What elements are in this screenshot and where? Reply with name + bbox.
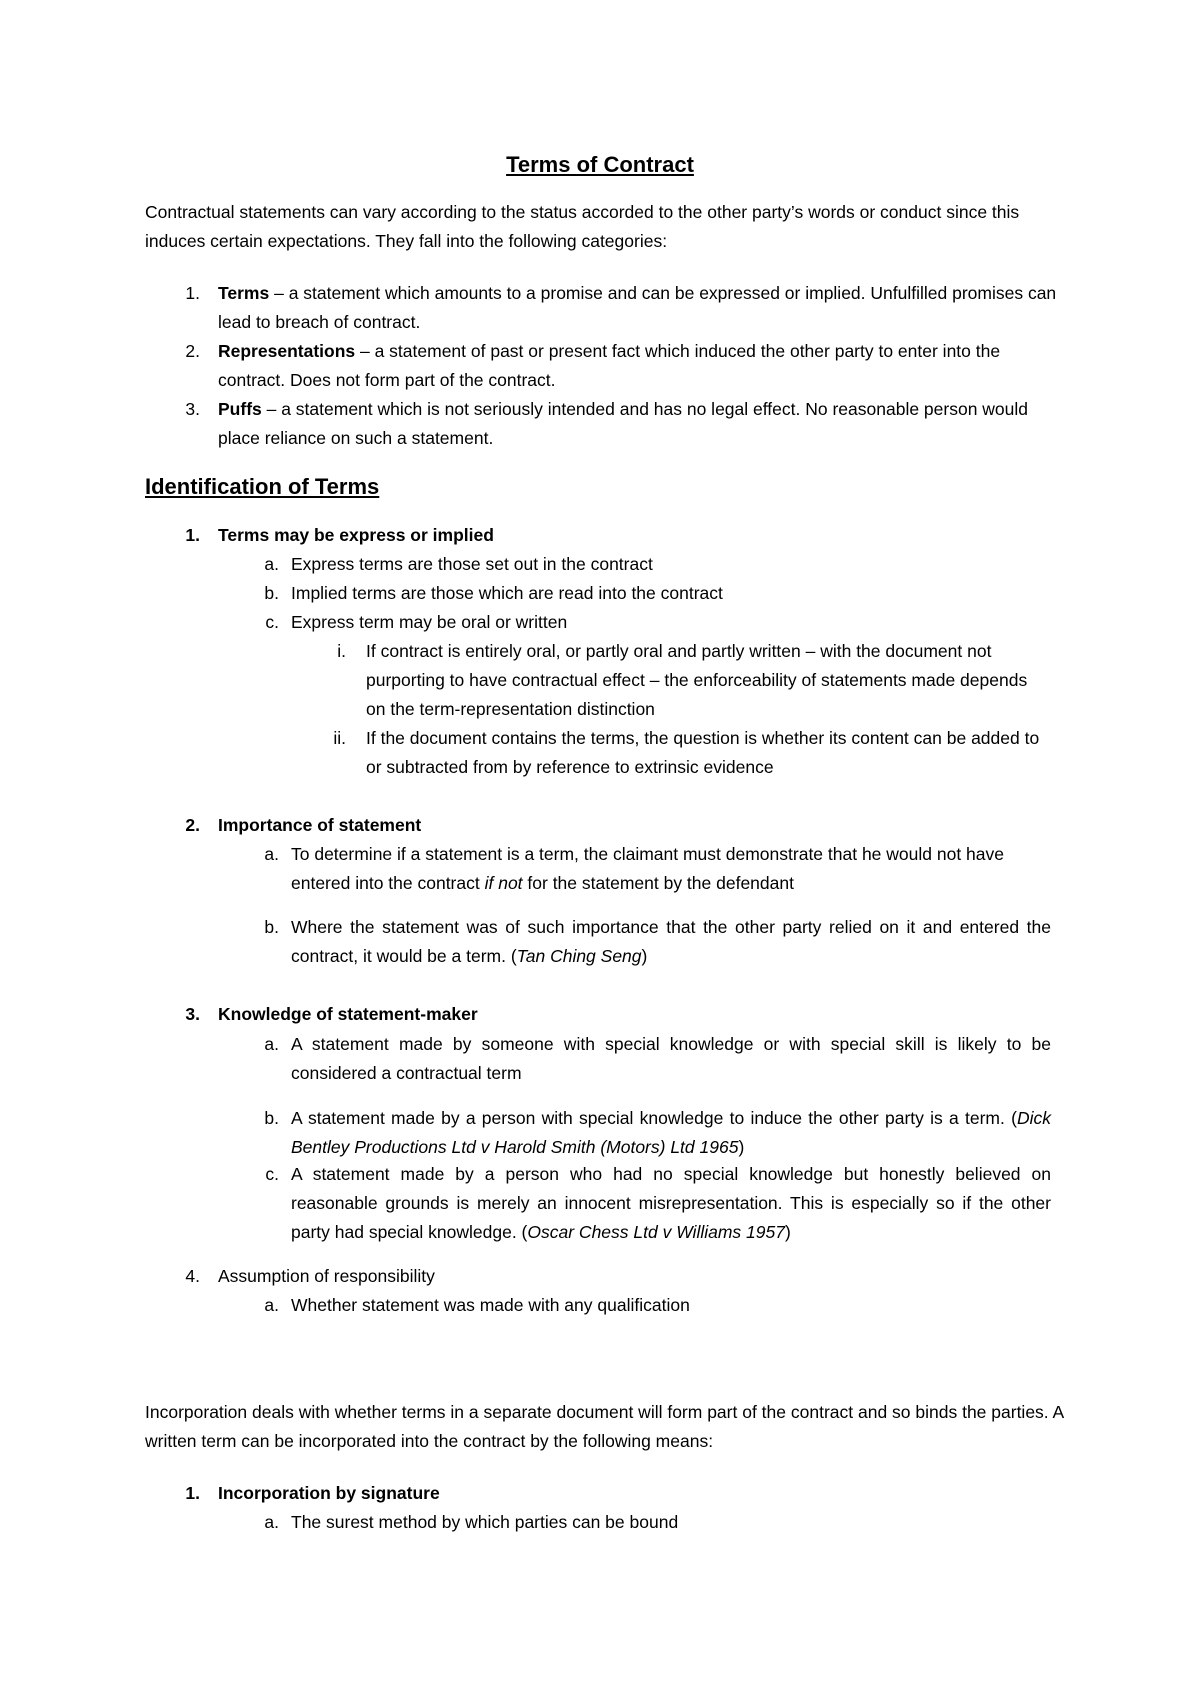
case-citation: Oscar Chess Ltd v Williams 1957 (527, 1222, 785, 1242)
item-label: Assumption of responsibility (218, 1266, 435, 1286)
case-citation: Dick Bentley Productions Ltd v Harold Smith (Motors) Ltd 1965 (291, 1108, 1051, 1157)
item-text: The surest method by which parties can be bound (291, 1512, 679, 1532)
item-text: If the document contains the terms, the question is whether its content can be added to or subtracted from by reference to extrinsic evidence (366, 728, 1040, 777)
item-text (291, 1104, 1051, 1162)
list-number: 1. (185, 1483, 200, 1503)
text-segment: To determine if a statement is a term, the claimant must demonstrate that he would not have entered into the contract (291, 844, 1004, 893)
list-letter: c. (265, 1164, 279, 1184)
item-label: Terms may be express or implied (218, 525, 494, 545)
item-text: Express term may be oral or written (291, 612, 568, 632)
item-text: Implied terms are those which are read into the contract (291, 583, 723, 603)
text-segment: ) (641, 946, 648, 966)
item-text: Whether statement was made with any qualification (291, 1295, 690, 1315)
section-heading: Identification of Terms (145, 474, 380, 499)
item-text: A statement made by someone with special knowledge or with special skill is likely to be considered a contractual term (291, 1034, 1051, 1083)
list-text (218, 279, 1068, 337)
term-label: Representations (218, 341, 356, 361)
list-letter: b. (264, 917, 279, 937)
intro-paragraph: Contractual statements can vary according to the status accorded to the other party’s words or conduct since this induces certain expectations. They fall into the following categories: (145, 202, 1020, 251)
list-letter: a. (264, 844, 279, 864)
list-number: 2. (185, 341, 200, 361)
text-segment: ) (784, 1222, 791, 1242)
list-letter: a. (264, 1034, 279, 1054)
term-definition: – a statement which amounts to a promise and can be expressed or implied. Unfulfilled promises can lead to breach of contract. (218, 283, 1057, 332)
item-label: Incorporation by signature (218, 1483, 440, 1503)
list-letter: a. (264, 1295, 279, 1315)
list-number: 1. (185, 283, 200, 303)
list-letter: b. (264, 583, 279, 603)
list-letter: c. (265, 612, 279, 632)
text-segment: A statement made by a person with special knowledge to induce the other party is a term. ( (291, 1108, 1017, 1128)
list-number: 3. (185, 1004, 200, 1024)
list-text (218, 395, 1068, 453)
list-text (218, 337, 1068, 395)
item-label: Importance of statement (218, 815, 422, 835)
page-title: Terms of Contract (506, 152, 694, 177)
item-text (291, 913, 1051, 971)
italic-phrase: if not (484, 873, 523, 893)
list-number: 3. (185, 399, 200, 419)
item-text (291, 840, 1051, 898)
term-label: Terms (218, 283, 270, 303)
list-roman: ii. (333, 728, 346, 748)
list-number: 4. (185, 1266, 200, 1286)
term-definition: – a statement of past or present fact which induced the other party to enter into the contract. Does not form part of the contract. (218, 341, 1001, 390)
text-segment: A statement made by a person who had no special knowledge but honestly believed on reasonable grounds is merely an innocent misrepresentation. This is especially so if the other party had special knowledge. ( (291, 1164, 1051, 1242)
term-label: Puffs (218, 399, 262, 419)
item-text: If contract is entirely oral, or partly oral and partly written – with the document not purporting to have contractual effect – the enforceability of statements made depends on the term-representation distinction (366, 641, 1028, 719)
item-label: Knowledge of statement-maker (218, 1004, 478, 1024)
text-segment: ) (738, 1137, 745, 1157)
item-text: Express terms are those set out in the contract (291, 554, 653, 574)
list-letter: a. (264, 554, 279, 574)
text-segment: Where the statement was of such importance that the other party relied on it and entered the contract, it would be a term. ( (291, 917, 1051, 966)
item-text (291, 1160, 1051, 1247)
case-citation: Tan Ching Seng (516, 946, 642, 966)
term-definition: – a statement which is not seriously intended and has no legal effect. No reasonable person would place reliance on such a statement. (218, 399, 1029, 448)
text-segment: for the statement by the defendant (522, 873, 794, 893)
list-letter: b. (264, 1108, 279, 1128)
list-number: 2. (185, 815, 200, 835)
incorporation-paragraph: Incorporation deals with whether terms in a separate document will form part of the contract and so binds the parties. A written term can be incorporated into the contract by the following means: (145, 1402, 1064, 1451)
list-letter: a. (264, 1512, 279, 1532)
list-number: 1. (185, 525, 200, 545)
list-roman: i. (337, 641, 346, 661)
